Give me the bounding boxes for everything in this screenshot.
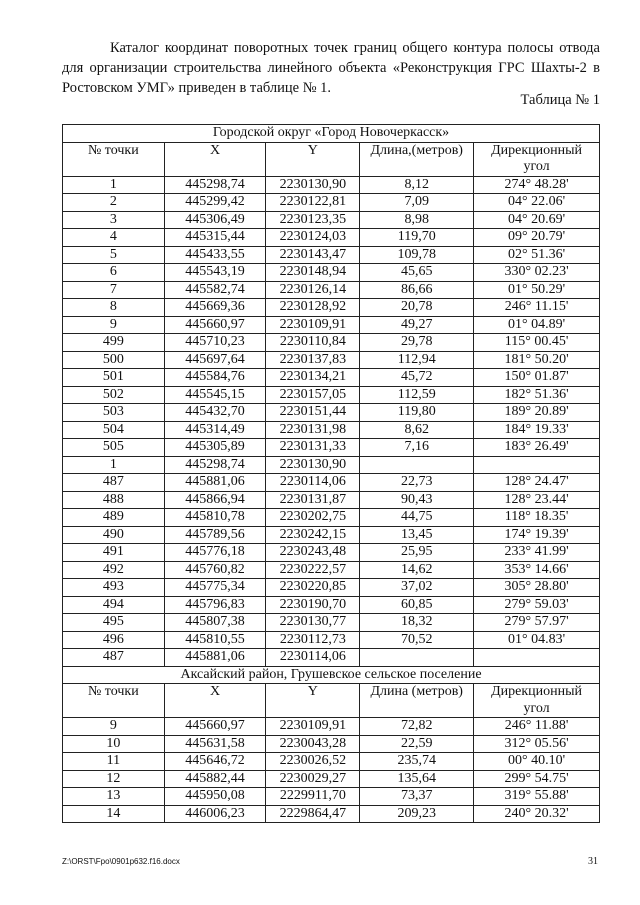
table-cell: 502: [63, 386, 165, 404]
table-cell: 495: [63, 614, 165, 632]
table-row: [63, 334, 600, 352]
coordinates-table: [62, 124, 600, 823]
table-cell: 487: [63, 474, 165, 492]
table-cell: 02° 51.36': [474, 246, 600, 264]
table-cell: 7: [63, 281, 165, 299]
table-cell: 14,62: [360, 561, 474, 579]
table-cell: 2230137,83: [266, 351, 360, 369]
table-cell: 2230043,28: [266, 735, 360, 753]
table-cell: [360, 456, 474, 474]
table-cell: 235,74: [360, 753, 474, 771]
table-header-row: [63, 142, 600, 176]
table-cell: 2230143,47: [266, 246, 360, 264]
table-row: [63, 456, 600, 474]
table-caption: Таблица № 1: [520, 92, 600, 108]
table-cell: 135,64: [360, 770, 474, 788]
table-cell: 2230222,57: [266, 561, 360, 579]
column-header: № точки: [63, 684, 165, 718]
table-row: [63, 211, 600, 229]
table-cell: 18,32: [360, 614, 474, 632]
table-cell: 2230123,35: [266, 211, 360, 229]
table-row: [63, 264, 600, 282]
table-cell: 90,43: [360, 491, 474, 509]
table-cell: 445545,15: [164, 386, 266, 404]
table-cell: 3: [63, 211, 165, 229]
table-cell: 445776,18: [164, 544, 266, 562]
table-cell: 246° 11.15': [474, 299, 600, 317]
table-cell: 70,52: [360, 631, 474, 649]
table-cell: 209,23: [360, 805, 474, 823]
table-cell: 445866,94: [164, 491, 266, 509]
table-cell: 489: [63, 509, 165, 527]
table-cell: 445881,06: [164, 474, 266, 492]
section-title: Городской округ «Город Новочеркасск»: [63, 125, 600, 143]
table-row: [63, 176, 600, 194]
column-header: X: [164, 684, 266, 718]
table-cell: 01° 04.83': [474, 631, 600, 649]
table-row: [63, 404, 600, 422]
table-cell: 299° 54.75': [474, 770, 600, 788]
table-cell: 445710,23: [164, 334, 266, 352]
table-cell: 2230134,21: [266, 369, 360, 387]
table-cell: 445433,55: [164, 246, 266, 264]
table-cell: 2230190,70: [266, 596, 360, 614]
intro-paragraph: [62, 38, 600, 98]
table-cell: 174° 19.39': [474, 526, 600, 544]
table-cell: 445697,64: [164, 351, 266, 369]
table-cell: 150° 01.87': [474, 369, 600, 387]
table-cell: 01° 50.29': [474, 281, 600, 299]
table-cell: 319° 55.88': [474, 788, 600, 806]
table-row: [63, 596, 600, 614]
table-cell: 115° 00.45': [474, 334, 600, 352]
page-number: 31: [588, 856, 598, 867]
table-cell: 49,27: [360, 316, 474, 334]
table-cell: 445660,97: [164, 718, 266, 736]
table-cell: 182° 51.36': [474, 386, 600, 404]
table-cell: 501: [63, 369, 165, 387]
table-cell: 2230112,73: [266, 631, 360, 649]
table-cell: 184° 19.33': [474, 421, 600, 439]
table-cell: 8,12: [360, 176, 474, 194]
table-row: [63, 770, 600, 788]
table-cell: [474, 649, 600, 667]
table-cell: 445789,56: [164, 526, 266, 544]
table-cell: 4: [63, 229, 165, 247]
table-cell: 2230026,52: [266, 753, 360, 771]
table-cell: [474, 456, 600, 474]
table-cell: 2230130,90: [266, 456, 360, 474]
table-cell: 274° 48.28': [474, 176, 600, 194]
table-cell: 487: [63, 649, 165, 667]
table-cell: 445796,83: [164, 596, 266, 614]
table-cell: 8,98: [360, 211, 474, 229]
table-cell: 01° 04.89': [474, 316, 600, 334]
table-cell: 445807,38: [164, 614, 266, 632]
table-cell: 73,37: [360, 788, 474, 806]
table-row: [63, 229, 600, 247]
table-cell: 445760,82: [164, 561, 266, 579]
table-cell: 183° 26.49': [474, 439, 600, 457]
table-cell: 445299,42: [164, 194, 266, 212]
column-header: Дирекционный угол: [474, 684, 600, 718]
table-cell: 2230131,87: [266, 491, 360, 509]
table-row: [63, 386, 600, 404]
table-cell: 112,59: [360, 386, 474, 404]
table-row: [63, 316, 600, 334]
table-cell: 118° 18.35': [474, 509, 600, 527]
table-cell: 496: [63, 631, 165, 649]
table-cell: 445306,49: [164, 211, 266, 229]
table-cell: 86,66: [360, 281, 474, 299]
table-cell: 492: [63, 561, 165, 579]
table-cell: 128° 24.47': [474, 474, 600, 492]
table-cell: 2230130,77: [266, 614, 360, 632]
table-cell: 8,62: [360, 421, 474, 439]
table-cell: 9: [63, 316, 165, 334]
column-header: Дирекционный угол: [474, 142, 600, 176]
table-cell: 9: [63, 718, 165, 736]
table-cell: 2230131,98: [266, 421, 360, 439]
table-cell: 445298,74: [164, 456, 266, 474]
table-cell: 445314,49: [164, 421, 266, 439]
table-cell: 45,65: [360, 264, 474, 282]
column-header: Длина (метров): [360, 684, 474, 718]
table-cell: 445582,74: [164, 281, 266, 299]
table-cell: 11: [63, 753, 165, 771]
table-cell: 2229911,70: [266, 788, 360, 806]
table-cell: 2230109,91: [266, 316, 360, 334]
table-cell: 445315,44: [164, 229, 266, 247]
table-cell: 45,72: [360, 369, 474, 387]
table-row: [63, 649, 600, 667]
table-cell: 504: [63, 421, 165, 439]
table-cell: 2230157,05: [266, 386, 360, 404]
table-cell: 14: [63, 805, 165, 823]
table-row: [63, 491, 600, 509]
table-row: [63, 526, 600, 544]
table-cell: 445660,97: [164, 316, 266, 334]
table-cell: 445305,89: [164, 439, 266, 457]
table-row: [63, 369, 600, 387]
table-cell: 445881,06: [164, 649, 266, 667]
table-cell: 2230110,84: [266, 334, 360, 352]
table-cell: 500: [63, 351, 165, 369]
table-cell: 445775,34: [164, 579, 266, 597]
table-cell: 312° 05.56': [474, 735, 600, 753]
table-cell: 2230148,94: [266, 264, 360, 282]
table-cell: 119,80: [360, 404, 474, 422]
table-cell: 2: [63, 194, 165, 212]
table-row: [63, 439, 600, 457]
table-cell: 488: [63, 491, 165, 509]
table-cell: 445669,36: [164, 299, 266, 317]
table-cell: [360, 649, 474, 667]
table-cell: 445298,74: [164, 176, 266, 194]
table-row: [63, 299, 600, 317]
table-cell: 2230243,48: [266, 544, 360, 562]
table-cell: 279° 59.03': [474, 596, 600, 614]
table-cell: 2230029,27: [266, 770, 360, 788]
table-cell: 2230242,15: [266, 526, 360, 544]
table-cell: 445950,08: [164, 788, 266, 806]
table-cell: 499: [63, 334, 165, 352]
table-cell: 493: [63, 579, 165, 597]
table-row: [63, 474, 600, 492]
table-cell: 09° 20.79': [474, 229, 600, 247]
table-row: [63, 753, 600, 771]
table-row: [63, 421, 600, 439]
table-cell: 7,09: [360, 194, 474, 212]
intro-text: Каталог координат поворотных точек границ общего контура полосы отвода для организации строительства линейного объекта «Реконструкция ГРС Шахты-2 в Ростовском УМГ» приведен в таблице № 1.: [62, 40, 600, 96]
table-cell: 353° 14.66': [474, 561, 600, 579]
column-header: № точки: [63, 142, 165, 176]
table-cell: 330° 02.23': [474, 264, 600, 282]
table-cell: 00° 40.10': [474, 753, 600, 771]
table-row: [63, 509, 600, 527]
table-cell: 2230122,81: [266, 194, 360, 212]
table-cell: 189° 20.89': [474, 404, 600, 422]
table-cell: 04° 22.06': [474, 194, 600, 212]
table-cell: 25,95: [360, 544, 474, 562]
table-row: [63, 614, 600, 632]
table-row: [63, 561, 600, 579]
table-row: [63, 281, 600, 299]
table-cell: 240° 20.32': [474, 805, 600, 823]
table-cell: 5: [63, 246, 165, 264]
table-cell: 37,02: [360, 579, 474, 597]
table-cell: 109,78: [360, 246, 474, 264]
table-row: [63, 194, 600, 212]
table-cell: 491: [63, 544, 165, 562]
table-cell: 305° 28.80': [474, 579, 600, 597]
table-cell: 22,73: [360, 474, 474, 492]
table-cell: 445810,55: [164, 631, 266, 649]
column-header: Y: [266, 684, 360, 718]
table-cell: 2230114,06: [266, 474, 360, 492]
table-cell: 181° 50.20': [474, 351, 600, 369]
table-cell: 72,82: [360, 718, 474, 736]
file-path: Z:\ORST\Fpo\0901p632.f16.docx: [62, 857, 180, 866]
table-cell: 494: [63, 596, 165, 614]
table-cell: 119,70: [360, 229, 474, 247]
column-header: X: [164, 142, 266, 176]
table-cell: 445882,44: [164, 770, 266, 788]
table-cell: 490: [63, 526, 165, 544]
table-cell: 8: [63, 299, 165, 317]
table-cell: 2230131,33: [266, 439, 360, 457]
table-row: [63, 735, 600, 753]
table-row: [63, 788, 600, 806]
table-cell: 112,94: [360, 351, 474, 369]
table-cell: 22,59: [360, 735, 474, 753]
table-cell: 2230202,75: [266, 509, 360, 527]
table-cell: 445631,58: [164, 735, 266, 753]
table-cell: 445543,19: [164, 264, 266, 282]
table-cell: 29,78: [360, 334, 474, 352]
section-title: Аксайский район, Грушевское сельское поселение: [63, 666, 600, 684]
table-cell: 2230126,14: [266, 281, 360, 299]
table-cell: 445584,76: [164, 369, 266, 387]
table-row: [63, 718, 600, 736]
table-cell: 445646,72: [164, 753, 266, 771]
table-row: [63, 246, 600, 264]
table-header-row: [63, 684, 600, 718]
table-cell: 2230220,85: [266, 579, 360, 597]
table-cell: 2230124,03: [266, 229, 360, 247]
table-row: [63, 579, 600, 597]
table-cell: 7,16: [360, 439, 474, 457]
table-row: [63, 351, 600, 369]
table-cell: 246° 11.88': [474, 718, 600, 736]
table-cell: 6: [63, 264, 165, 282]
table-cell: 04° 20.69': [474, 211, 600, 229]
table-cell: 13: [63, 788, 165, 806]
table-cell: 1: [63, 456, 165, 474]
table-row: [63, 544, 600, 562]
column-header: Y: [266, 142, 360, 176]
table-cell: 2230109,91: [266, 718, 360, 736]
table-row: [63, 631, 600, 649]
table-cell: 2230114,06: [266, 649, 360, 667]
table-cell: 2230128,92: [266, 299, 360, 317]
table-cell: 13,45: [360, 526, 474, 544]
table-cell: 2230130,90: [266, 176, 360, 194]
table-cell: 60,85: [360, 596, 474, 614]
table-cell: 279° 57.97': [474, 614, 600, 632]
table-cell: 12: [63, 770, 165, 788]
table-cell: 10: [63, 735, 165, 753]
table-cell: 128° 23.44': [474, 491, 600, 509]
table-cell: 44,75: [360, 509, 474, 527]
table-cell: 233° 41.99': [474, 544, 600, 562]
table-row: [63, 805, 600, 823]
table-cell: 20,78: [360, 299, 474, 317]
column-header: Длина,(метров): [360, 142, 474, 176]
table-cell: 445810,78: [164, 509, 266, 527]
table-cell: 2229864,47: [266, 805, 360, 823]
table-cell: 503: [63, 404, 165, 422]
table-cell: 505: [63, 439, 165, 457]
table-cell: 446006,23: [164, 805, 266, 823]
table-cell: 2230151,44: [266, 404, 360, 422]
table-cell: 1: [63, 176, 165, 194]
table-cell: 445432,70: [164, 404, 266, 422]
